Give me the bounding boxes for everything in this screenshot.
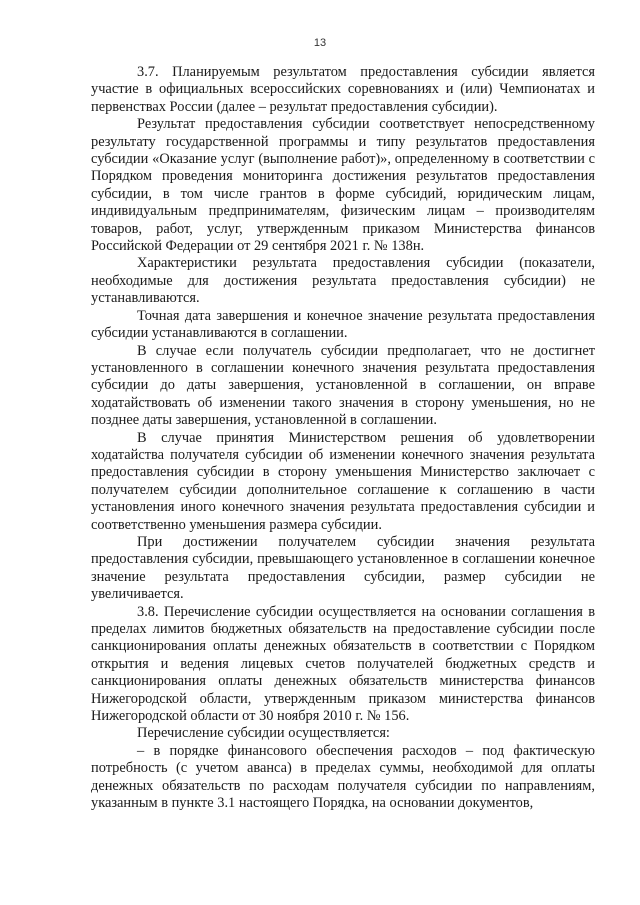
paragraph-exceeding-value: При достижении получателем субсидии значения результата предоставления субсидии, превышающего установленное в соглашении конечное значение результата предоставления субсидии, размер субсидии не увеличивается. (91, 533, 595, 603)
paragraph-completion-date: Точная дата завершения и конечное значение результата предоставления субсидии устанавливаются в соглашении. (91, 307, 595, 342)
paragraph-result-characteristics: Характеристики результата предоставления субсидии (показатели, необходимые для достижения результата предоставления субсидии) не устанавливаются. (91, 255, 595, 307)
paragraph-financial-support: – в порядке финансового обеспечения расходов – под фактическую потребность (с учетом аванса) в пределах суммы, необходимой для оплаты денежных обязательств по расходам получателя субсидии по направлениям, указанным в пункте 3.1 настоящего Порядка, на основании документов, (91, 742, 595, 812)
page-number: 13 (313, 37, 327, 49)
document-body (91, 64, 595, 812)
paragraph-3-7: 3.7. Планируемым результатом предоставления субсидии является участие в официальных всероссийских соревнованиях и (или) Чемпионатах и первенствах России (далее – результат предоставления субсидии). (91, 64, 595, 115)
paragraph-3-8: 3.8. Перечисление субсидии осуществляется на основании соглашения в пределах лимитов бюджетных обязательств на предоставление субсидии после санкционирования оплаты денежных обязательств в соответствии с Порядком открытия и ведения лицевых счетов получателей бюджетных средств и санкционирования оплаты денежных обязательств министерства финансов Нижегородской области, утвержденным приказом министерства финансов Нижегородской области от 30 ноября 2010 г. № 156. (91, 603, 595, 725)
paragraph-not-reached: В случае если получатель субсидии предполагает, что не достигнет установленного в соглашении конечного значения результата предоставления субсидии до даты завершения, установленной в соглашении, он вправе ходатайствовать об изменении такого значения в сторону уменьшения, но не позднее даты завершения, установленной в соглашении. (91, 342, 595, 429)
paragraph-ministry-decision: В случае принятия Министерством решения об удовлетворении ходатайства получателя субсидии об изменении конечного значения результата предоставления субсидии в сторону уменьшения Министерство заключает с получателем субсидии дополнительное соглашение к соглашению в части установления иного конечного значения результата предоставления субсидии и соответственно уменьшения размера субсидии. (91, 429, 595, 533)
paragraph-result-correspondence: Результат предоставления субсидии соответствует непосредственному результату государственной программы и типу результатов предоставления субсидии «Оказание услуг (выполнение работ)», определенному в соответствии с Порядком проведения мониторинга достижения результатов предоставления субсидии, в том числе грантов в форме субсидий, юридическим лицам, индивидуальным предпринимателям, физическим лицам – производителям товаров, работ, услуг, утвержденным приказом Министерства финансов Российской Федерации от 29 сентября 2021 г. № 138н. (91, 116, 595, 255)
paragraph-transfer-intro: Перечисление субсидии осуществляется: (137, 725, 390, 742)
